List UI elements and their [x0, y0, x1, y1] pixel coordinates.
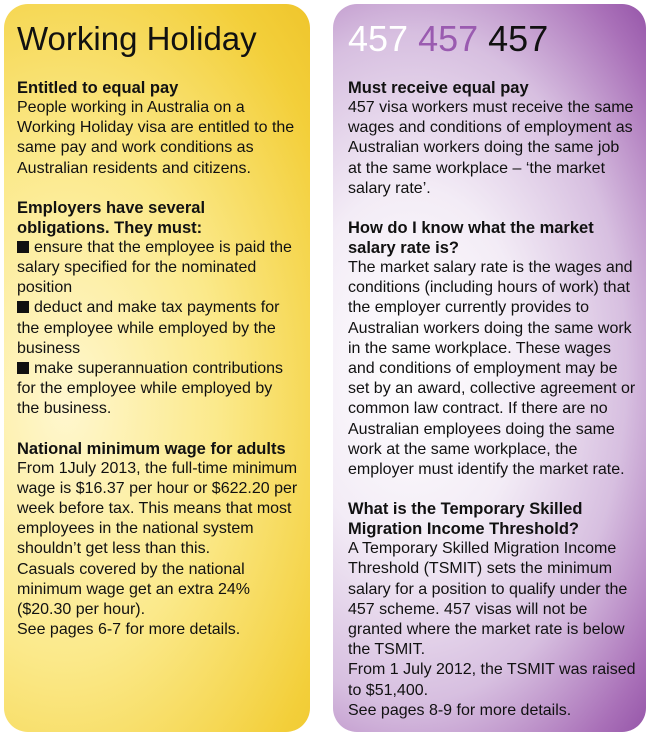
- section-paragraph: Casuals covered by the national minimum wage get an extra 24% ($20.30 per hour).: [17, 560, 250, 619]
- working-holiday-title: Working Holiday: [17, 20, 257, 57]
- tsmit-section: [348, 499, 636, 721]
- section-paragraph: From 1July 2013, the full-time minimum wage is $16.37 per hour or $622.20 per week before tax. This means that most employees in the national system shouldn’t get less than this.: [17, 459, 298, 558]
- equal-pay-section: [17, 78, 298, 179]
- section-paragraph: People working in Australia on a Working Holiday visa are entitled to the same pay and work conditions as Australian residents and citizens.: [17, 99, 295, 177]
- section-heading: National minimum wage for adults: [17, 439, 286, 458]
- square-bullet-icon: [17, 362, 29, 374]
- bullet-item: make superannuation contributions for the employee while employed by the business.: [17, 360, 284, 418]
- equal-pay-section: [348, 78, 636, 199]
- section-paragraph: See pages 8-9 for more details.: [348, 701, 572, 719]
- section-heading: What is the Temporary Skilled Migration Income Threshold?: [348, 500, 583, 539]
- section-heading: Employers have several obligations. They must:: [17, 198, 206, 237]
- working-holiday-panel: [4, 4, 310, 732]
- bullet-item: deduct and make tax payments for the employee while employed by the business: [17, 299, 280, 357]
- section-paragraph: From 1 July 2012, the TSMIT was raised to $51,400.: [348, 661, 636, 699]
- minimum-wage-section: [17, 439, 298, 641]
- section-heading: Entitled to equal pay: [17, 79, 179, 97]
- section-paragraph: 457 visa workers must receive the same wages and conditions of employment as Australian workers doing the same job at the same workplace – ‘the market salary rate’.: [348, 99, 634, 197]
- square-bullet-icon: [17, 301, 29, 313]
- visa-457-panel: [333, 4, 646, 732]
- section-heading: How do I know what the market salary rate is?: [348, 219, 594, 258]
- section-paragraph: A Temporary Skilled Migration Income Threshold (TSMIT) sets the minimum salary for a position to qualify under the 457 scheme. 457 visas will not be granted where the market rate is below the TSMIT.: [348, 540, 628, 659]
- market-salary-section: [348, 218, 636, 480]
- section-paragraph: The market salary rate is the wages and conditions (including hours of work) that the employer currently provides to Australian workers doing the same work in the same workplace. These wages and conditions of employment may be set by an award, collective agreement or common law contract. If there are no Australian employees doing the same work at the same workplace, the employer must identify the market rate.: [348, 259, 636, 479]
- bullet-item: ensure that the employee is paid the salary specified for the nominated position: [17, 238, 292, 297]
- square-bullet-icon: [17, 241, 29, 253]
- section-heading: Must receive equal pay: [348, 79, 529, 97]
- visa-457-title: 457 457 457: [348, 18, 549, 59]
- section-paragraph: See pages 6-7 for more details.: [17, 621, 241, 639]
- employer-obligations-section: [17, 198, 298, 420]
